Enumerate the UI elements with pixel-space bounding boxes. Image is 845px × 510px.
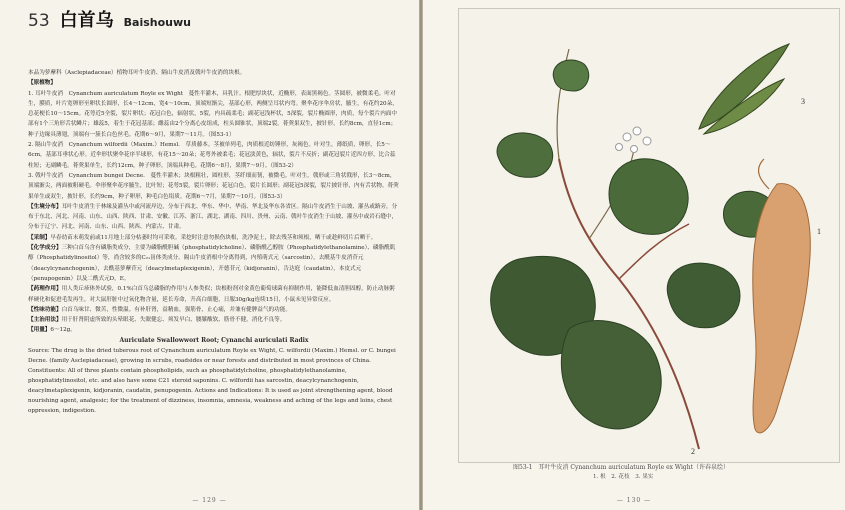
section-plant-heading: 【原植物】 [28,80,56,87]
entry-title-cn: 白首乌 [59,10,114,31]
plant-paragraph-2: 2. 隔山牛皮消 Cynanchum wilfordii（Maxim.）Hemsl. 草质藤本。茎被单列毛，肉质根近纺锤形，灰褐色。叶对生，薄纸质，卵形，长5～6cm，基部耳垂状心形。近伞形状聚伞花序半球形，有花15～20朵；花萼外被柔毛；花冠淡黄色，辐状，裂片不反折；副花冠裂片近四方形，比合蕊柱短；无副鳞毛。蓇葖果单生，长约12cm，种子卵形，顶端具种毛。花期6～8月，果期7～9月。（图53-2） [28,142,396,169]
leaf-right [667,263,740,328]
section-usage-heading: 【主治用法】 [28,317,62,324]
section-collect-heading: 【采制】 [28,234,51,241]
left-page [0,0,420,510]
intro-paragraph: 本品为萝藦科（Asclepiadaceae）植物耳叶牛皮消、隔山牛皮消及戟叶牛皮消的块根。 [28,70,246,76]
section-chem-heading: 【化学成分】 [28,245,62,252]
entry-title-pinyin: Baishouwu [123,16,191,29]
chem-text: 三种白首乌含有磷脂类成分，主要为磷脂酰胆碱（phosphatidylcholine）、磷脂酰乙醇胺（Phosphatidylethanolamine）、磷脂酰肌醇（Phosphatidylinositol）等，尚含较多的C₂₁甾体类成分。隔山牛皮消根中分离得到，内殖萌式元（sarcostin），去酰基牛皮消苷元（deacylcynanchogenin），去酰基萝藦苷元（deacylmetaplexigenin），开德苷元（kidjoranin），告达庭（caudatin），本皮式元（penupogenin）以及二酰式元D，E。 [28,245,396,282]
plant-drawing [459,9,839,462]
section-habitat-heading: 【生境分布】 [28,203,62,210]
usage-text: 用于肝肾阴虚所致的头晕眼花、失眠健忘、须发早白、腰膝酸软、筋骨不健，消化不良等。 [61,317,286,324]
entry-number: 53 [28,11,50,31]
plant-paragraph-1: 1. 耳叶牛皮消 Cynanchum auriculatum Royle ex Wight 蔓性半灌木，具乳汁。根肥厚块状，近椭形，表面黑褐色。茎圆形，被微柔毛。叶对生，膜质，叶片宽卵形至卵状长圆形，长4～12cm，宽4～10cm，顶端短渐尖，基部心形，两侧呈耳状内弯。聚伞花序伞房状，腋生，有花约20朵，总花梗长10～15cm。花萼近5全裂，裂片卵状；花冠白色，辐射状，5裂，内具疏柔毛；副花冠浅杯状，5深裂，裂片椭圆形，肉质，每个裂片内面中部有1个三角形舌状鳞片；雄蕊5，着生于花冠基部；雌蕊由2个分离心皮组成，柱头圆锥状，顶端2裂。蓇葖果双生，披针形，长约8cm，直径1cm；种子边缘具薄翅，顶端有一簇长白色丝毛。花期6～9月，果期7～11月。（图53-1） [28,90,398,138]
section-dose-heading: 【用量】 [28,327,51,334]
root-crown [759,159,769,189]
section-property-heading: 【性味功能】 [28,306,62,313]
label-1: 1 [817,227,821,236]
collect-text: 早春幼苗未萌发前或11月地上部分枯萎时均可采收。采挖时注意勿损伤块根，洗净泥土，除去残茎和须根，晒干或趁鲜切片后晒干。 [50,234,377,241]
leaf-upper-left [497,133,553,177]
plant-paragraph-3: 3. 戟叶牛皮消 Cynanchum bungei Decne. 蔓性半灌木；块根粗壮，圆柱形，茎纤细而韧，被微毛。叶对生，戟形或三角状戟形，长3～8cm，顶端渐尖，两面被粗硬毛。伞形聚伞花序腋生，比叶短；花萼5裂，裂片卵形；花冠白色，裂片长圆形；副花冠5深裂，裂片披针形，内有舌状物。蓇葖果单生或双生，披针形，长约9cm，种子卵形，种毛白色绢质。花期6～7月，果期7～10月。（图53-3） [28,172,399,200]
english-title: Auriculate Swallowwort Root; Cynanchi auriculati Radix [119,336,309,344]
tuberous-root [753,184,811,433]
leaf-top [553,60,589,91]
figure-caption: 图53-1 耳叶牛皮消 Cynanchum auriculatum Royle ex Wight（许春泉绘） [513,464,730,471]
label-3: 3 [801,97,805,106]
label-2: 2 [691,447,695,456]
right-page-number: — 130 — [616,497,652,504]
botanical-illustration [458,8,840,463]
english-paragraph: Source: The drug is the dried tuberous root of Cynanchum auriculatum Royle ex Wight, C. wilfordii (Maxim.) Hemsl. or C. bungei Decne. (family Asclepiadaceae), growing in scrubs, roadsides or near forests and distributed in most provinces of China. Constituents: All of three plants contain phospholipids, such as phosphatidylcholine, phosphatidylethanolamine, phosphatidylinositol, etc. and also have some C21 steroid saponins. C. wilfordii has sarcostin, deacylcynanchogenin, deacylmetaplexigenin, kidjoranin, caudatin, penupogenin. Actions and Indications: It is used as joint strengthening agent, blood nourishing agent, analgesic; for the treatment of dizziness, insomnia, amnesia, weakness and aching of the legs and loins, chest oppression, indigestion. [28,348,396,415]
entry-body [28,68,400,416]
pharm-text: 用人类丘疹体外试验，0.1%白首乌总磷脂的作用与人参类似；块根粉剂对金黄色葡萄球菌有抑制作用，能降低血清胆固醇，防止动脉粥样硬化和促进毛发再生，对大鼠肝脏中过氧化物含量，延长寿命，升高白细胞，日服30g/kg连续15日，小鼠未见异常反应。 [28,286,395,303]
leaf-bottom [561,321,661,429]
entry-header [28,6,191,36]
dose-text: 6～12g。 [50,327,76,334]
right-page [423,0,845,510]
figure-parts: 1. 根 2. 花枝 3. 果实 [593,474,654,480]
habitat-text: 耳叶牛皮消生于林缘及灌丛中或河流岸边，分布于西北、华东、华中、华南、华北及华东各省区。隔山牛皮消生于山坡、灌丛或路旁，分布于东北、河北、河南、山东、山西、陕西、甘肃、安徽、江苏、浙江、湖北、湖南、四川、贵州、云南、戟叶牛皮消生于山坡、灌丛中或岩石缝中，分布于辽宁、河北、河南、山东、山西、陕西、内蒙古、甘肃。 [28,203,398,231]
property-text: 白首乌味甘、微苦，性微温。有补肝肾，益精血，强筋骨，止心痛，并兼有健脾益气的功能。 [61,306,291,313]
section-pharm-heading: 【药理作用】 [28,286,62,293]
left-page-number: — 129 — [192,497,227,504]
flower-cluster [616,127,652,153]
leaf-center [609,159,688,235]
